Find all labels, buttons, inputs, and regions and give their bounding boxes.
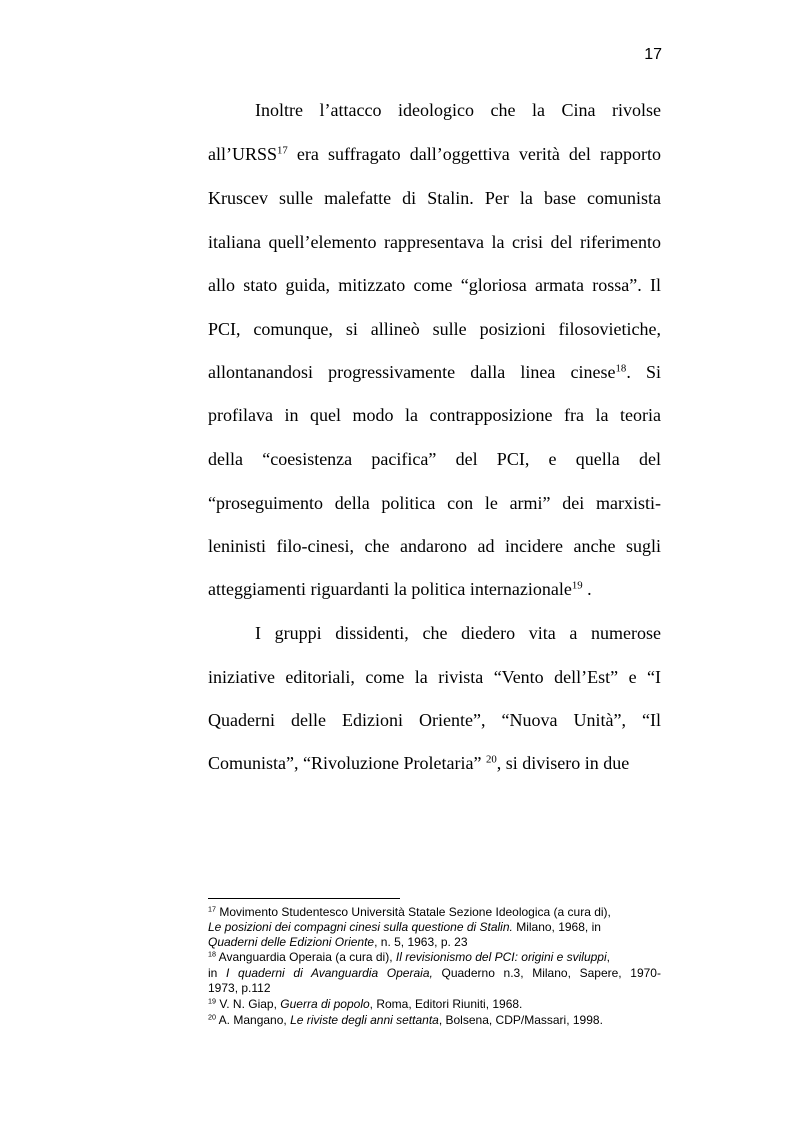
- footnote-17: $^{17}$ Movimento Studentesco Università Statale Sezione Ideologica (a cura di),: [208, 904, 611, 919]
- footnote-ref-20: 20: [485, 753, 497, 766]
- page-number: 17: [644, 46, 662, 63]
- footnote-separator: [208, 898, 400, 899]
- footnote-20: $^{20}$ A. Mangano, Le riviste degli anni settanta, Bolsena, CDP/Massari, 1998.: [208, 1012, 603, 1027]
- body-line: I gruppi dissidenti, che diedero vita a numerose: [255, 623, 661, 643]
- footnote-17-line: Le posizioni dei compagni cinesi sulla questione di Stalin. Milano, 1968, in: [208, 920, 601, 934]
- body-line: iniziative editoriali, come la rivista “Vento dell’Est” e “I: [208, 667, 661, 687]
- footnote-18-line: 1973, p.112: [208, 981, 271, 995]
- body-line: all’URSS$^{17}$ era suffragato dall’oggettiva verità del rapporto: [208, 144, 661, 164]
- body-line: Kruscev sulle malefatte di Stalin. Per la base comunista: [208, 188, 661, 208]
- footnote-17-line: Quaderni delle Edizioni Oriente, n. 5, 1963, p. 23: [208, 935, 468, 949]
- footnote-ref-19: 19: [571, 579, 583, 592]
- footnote-ref-18: 18: [615, 362, 627, 375]
- footnote-18-line: in I quaderni di Avanguardia Operaia, Quaderno n.3, Milano, Sapere, 1970-: [208, 966, 661, 980]
- body-line: allo stato guida, mitizzato come “gloriosa armata rossa”. Il: [208, 275, 661, 295]
- body-line: Quaderni delle Edizioni Oriente”, “Nuova Unità”, “Il: [208, 710, 661, 730]
- footnote-ref-17: 17: [277, 144, 288, 157]
- body-line: atteggiamenti riguardanti la politica internazionale$^{19}$ .: [208, 579, 592, 599]
- body-line: Inoltre l’attacco ideologico che la Cina rivolse: [255, 100, 661, 120]
- footnote-18: $^{18}$ Avanguardia Operaia (a cura di), Il revisionismo del PCI: origini e sviluppi,: [208, 949, 610, 964]
- body-line: PCI, comunque, si allineò sulle posizioni filosovietiche,: [208, 319, 661, 339]
- body-line: “proseguimento della politica con le armi” dei marxisti-: [208, 493, 661, 513]
- body-line: leninisti filo-cinesi, che andarono ad incidere anche sugli: [208, 536, 661, 556]
- body-line: della “coesistenza pacifica” del PCI, e quella del: [208, 449, 661, 469]
- body-line: allontanandosi progressivamente dalla linea cinese$^{18}$. Si: [208, 362, 662, 382]
- footnote-19: $^{19}$ V. N. Giap, Guerra di popolo, Roma, Editori Riuniti, 1968.: [208, 996, 523, 1011]
- body-line: italiana quell’elemento rappresentava la crisi del riferimento: [208, 232, 661, 252]
- body-line: profilava in quel modo la contrapposizione fra la teoria: [208, 405, 661, 425]
- body-line: Comunista”, “Rivoluzione Proletaria” $^{20}$, si divisero in due: [208, 753, 630, 773]
